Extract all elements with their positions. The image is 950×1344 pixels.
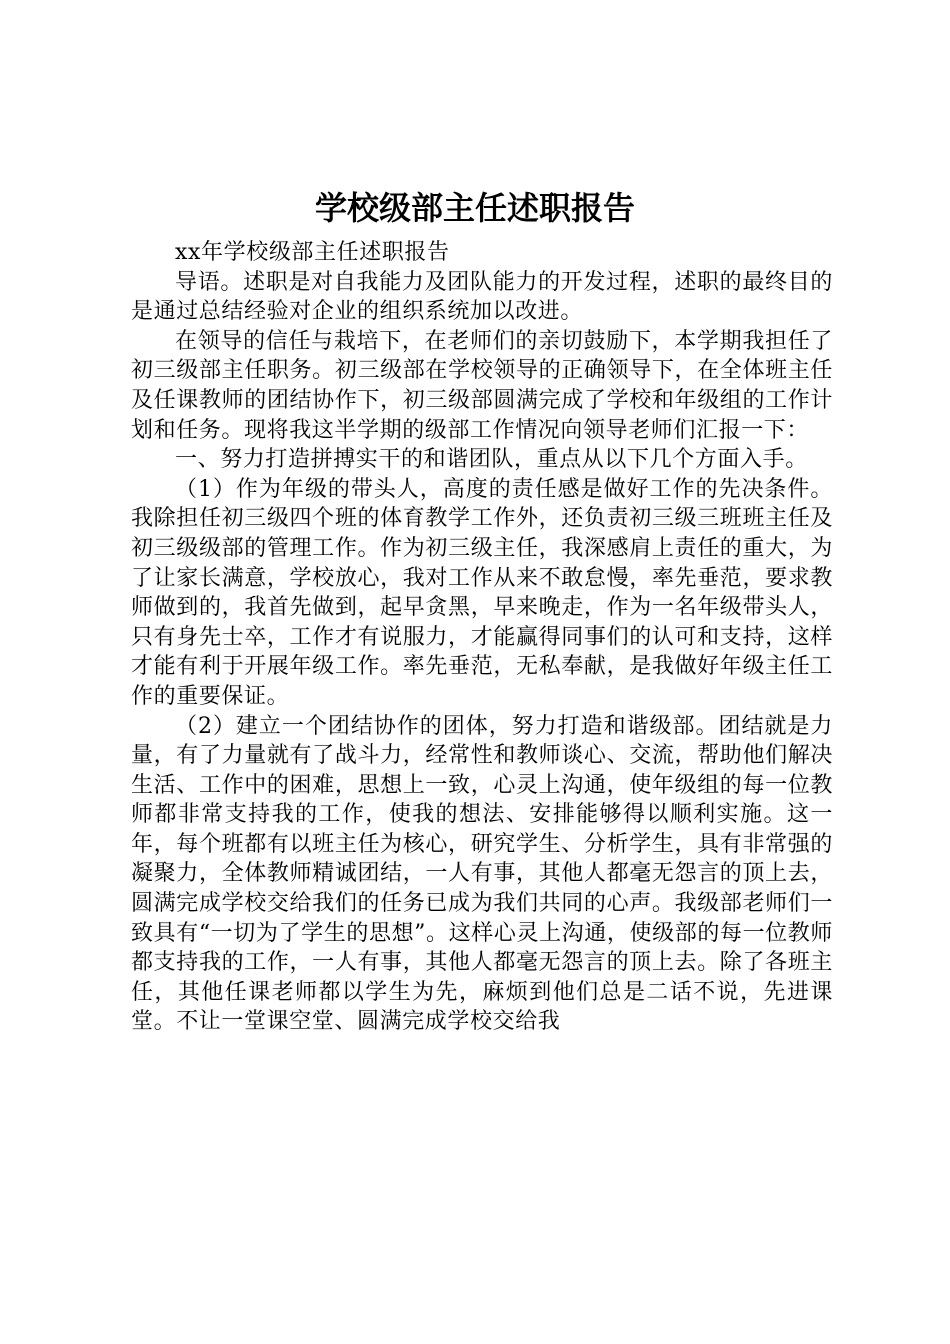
subtitle-paragraph: xx年学校级部主任述职报告	[175, 240, 450, 265]
body-paragraph: （1）作为年级的带头人，高度的责任感是做好工作的先决条件。我除担任初三级四个班的体育教学工作外，还负责初三级三班班主任及初三级级部的管理工作。作为初三级主任，我深感肩上责任的重大，为了让家长满意，学校放心，我对工作从来不敢怠慢，率先垂范，要求教师做到的，我首先做到，起早贪黑，早来晚走，作为一名年级带头人，只有身先士卒，工作才有说服力，才能赢得同事们的认可和支持，这样才能有利于开展年级工作。率先垂范，无私奉献，是我做好年级主任工作的重要保证。	[131, 476, 833, 709]
intro-paragraph: 导语。述职是对自我能力及团队能力的开发过程，述职的最终目的是通过总结经验对企业的组织系统加以改进。	[131, 269, 833, 325]
body-paragraph: （2）建立一个团结协作的团体，努力打造和谐级部。团结就是力量，有了力量就有了战斗力，经常性和教师谈心、交流，帮助他们解决生活、工作中的困难，思想上一致，心灵上沟通，使年级组的每一位教师都非常支持我的工作，使我的想法、安排能够得以顺利实施。这一年，每个班都有以班主任为核心，研究学生、分析学生，具有非常强的凝聚力，全体教师精诚团结，一人有事，其他人都毫无怨言的顶上去，圆满完成学校交给我们的任务已成为我们共同的心声。我级部老师们一致具有“一切为了学生的思想”。这样心灵上沟通，使级部的每一位教师都支持我的工作，一人有事，其他人都毫无怨言的顶上去。除了各班主任，其他任课老师都以学生为先，麻烦到他们总是二话不说，先进课堂。不让一堂课空堂、圆满完成学校交给我	[131, 713, 833, 1035]
section-heading-paragraph: 一、努力打造拼搏实干的和谐团队，重点从以下几个方面入手。	[175, 447, 808, 473]
document-title: 学校级部主任述职报告	[314, 189, 635, 227]
body-paragraph: 在领导的信任与栽培下，在老师们的亲切鼓励下，本学期我担任了初三级部主任职务。初三级部在学校领导的正确领导下，在全体班主任及任课教师的团结协作下，初三级部圆满完成了学校和年级组的工作计划和任务。现将我这半学期的级部工作情况向领导老师们汇报一下：	[131, 328, 833, 443]
document-body	[131, 238, 833, 1037]
